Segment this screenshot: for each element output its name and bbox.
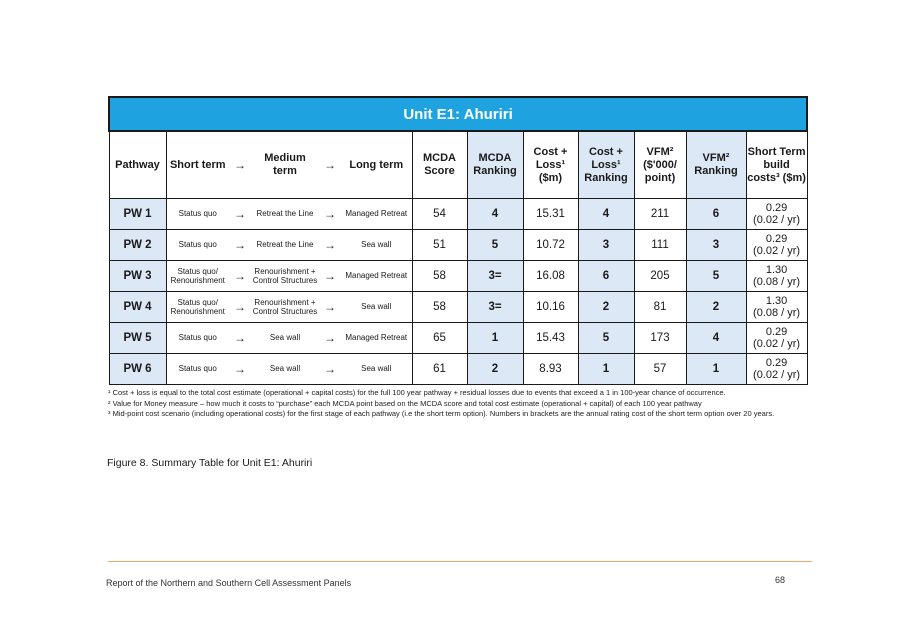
mcda-score-cell: 65 xyxy=(412,323,467,354)
build-cost-value: 0.29 xyxy=(765,233,788,245)
arrow-icon: → xyxy=(319,323,341,354)
mcda-ranking-cell: 3= xyxy=(467,261,523,292)
arrow-icon: → xyxy=(319,199,341,230)
cost-loss-ranking-cell: 2 xyxy=(578,292,634,323)
arrow-icon: → xyxy=(229,261,251,292)
footnote-2: ² Value for Money measure – how much it costs to “purchase” each MCDA point based on the MCDA score and total cost estimate (operational + capital) of each 100 year pathway xyxy=(108,398,702,408)
figure-caption: Figure 8. Summary Table for Unit E1: Ahuriri xyxy=(107,457,313,469)
arrow-icon: → xyxy=(229,230,251,261)
header-row xyxy=(109,131,807,199)
build-cost-annual: (0.02 / yr) xyxy=(753,214,801,226)
header-mcda-ranking: MCDA Ranking xyxy=(467,131,523,199)
short-term-build-cell xyxy=(746,199,807,230)
vfm-ranking-cell: 4 xyxy=(686,323,746,354)
build-cost-value: 1.30 xyxy=(765,295,788,307)
header-arrow-icon: → xyxy=(229,131,251,199)
summary-table xyxy=(108,96,808,385)
mcda-ranking-cell: 4 xyxy=(467,199,523,230)
cost-loss-cell: 16.08 xyxy=(523,261,578,292)
header-cost-loss-ranking: Cost + Loss¹ Ranking xyxy=(578,131,634,199)
pathway-cell: PW 2 xyxy=(109,230,166,261)
cost-loss-cell: 10.72 xyxy=(523,230,578,261)
vfm-cell: 205 xyxy=(634,261,686,292)
medium-term-cell: Renourishment + Control Structures xyxy=(251,292,319,323)
footer-report-title: Report of the Northern and Southern Cell Assessment Panels xyxy=(106,578,352,588)
header-medium-term: Medium term xyxy=(251,131,319,199)
header-pathway: Pathway xyxy=(109,131,166,199)
cost-loss-cell: 15.43 xyxy=(523,323,578,354)
long-term-cell: Managed Retreat xyxy=(341,323,412,354)
vfm-cell: 57 xyxy=(634,354,686,385)
short-term-cell: Status quo xyxy=(166,354,229,385)
vfm-ranking-cell: 5 xyxy=(686,261,746,292)
short-term-build-cell xyxy=(746,323,807,354)
short-term-cell: Status quo xyxy=(166,323,229,354)
mcda-score-cell: 61 xyxy=(412,354,467,385)
mcda-ranking-cell: 3= xyxy=(467,292,523,323)
vfm-cell: 173 xyxy=(634,323,686,354)
cost-loss-ranking-cell: 1 xyxy=(578,354,634,385)
short-term-build-cell xyxy=(746,261,807,292)
table-row xyxy=(109,292,807,323)
build-cost-annual: (0.08 / yr) xyxy=(753,307,801,319)
build-cost-annual: (0.02 / yr) xyxy=(753,369,801,381)
table-title: Unit E1: Ahuriri xyxy=(109,97,807,131)
short-term-cell: Status quo xyxy=(166,230,229,261)
cost-loss-cell: 10.16 xyxy=(523,292,578,323)
build-cost-value: 0.29 xyxy=(765,326,788,338)
pathway-cell: PW 3 xyxy=(109,261,166,292)
header-short-term-build: Short Term build costs³ ($m) xyxy=(746,131,807,199)
mcda-score-cell: 51 xyxy=(412,230,467,261)
mcda-score-cell: 54 xyxy=(412,199,467,230)
medium-term-cell: Sea wall xyxy=(251,354,319,385)
table-row xyxy=(109,199,807,230)
header-short-term: Short term xyxy=(166,131,229,199)
build-cost-value: 1.30 xyxy=(765,264,788,276)
cost-loss-ranking-cell: 4 xyxy=(578,199,634,230)
short-term-cell: Status quo xyxy=(166,199,229,230)
footer-divider xyxy=(108,561,812,562)
mcda-ranking-cell: 5 xyxy=(467,230,523,261)
arrow-icon: → xyxy=(319,292,341,323)
build-cost-annual: (0.02 / yr) xyxy=(753,338,801,350)
pathway-cell: PW 5 xyxy=(109,323,166,354)
table-row xyxy=(109,323,807,354)
short-term-cell: Status quo/ Renourishment xyxy=(166,261,229,292)
pathway-cell: PW 1 xyxy=(109,199,166,230)
vfm-cell: 81 xyxy=(634,292,686,323)
medium-term-cell: Retreat the Line xyxy=(251,199,319,230)
cost-loss-ranking-cell: 3 xyxy=(578,230,634,261)
header-mcda-score: MCDA Score xyxy=(412,131,467,199)
arrow-icon: → xyxy=(229,354,251,385)
short-term-cell: Status quo/ Renourishment xyxy=(166,292,229,323)
arrow-icon: → xyxy=(229,323,251,354)
header-vfm-ranking: VFM² Ranking xyxy=(686,131,746,199)
mcda-ranking-cell: 1 xyxy=(467,323,523,354)
mcda-score-cell: 58 xyxy=(412,261,467,292)
long-term-cell: Managed Retreat xyxy=(341,199,412,230)
long-term-cell: Sea wall xyxy=(341,292,412,323)
header-vfm: VFM² ($'000/ point) xyxy=(634,131,686,199)
arrow-icon: → xyxy=(319,261,341,292)
vfm-ranking-cell: 2 xyxy=(686,292,746,323)
pathway-cell: PW 6 xyxy=(109,354,166,385)
footnote-1: ¹ Cost + loss is equal to the total cost estimate (operational + capital costs) for the full 100 year pathway + residual losses due to events that exceed a 1 in 100-year chance of occurrence. xyxy=(108,388,726,397)
arrow-icon: → xyxy=(319,354,341,385)
table-row xyxy=(109,354,807,385)
pathway-cell: PW 4 xyxy=(109,292,166,323)
vfm-ranking-cell: 3 xyxy=(686,230,746,261)
long-term-cell: Sea wall xyxy=(341,230,412,261)
medium-term-cell: Sea wall xyxy=(251,323,319,354)
vfm-ranking-cell: 6 xyxy=(686,199,746,230)
short-term-build-cell xyxy=(746,292,807,323)
arrow-icon: → xyxy=(229,292,251,323)
short-term-build-cell xyxy=(746,230,807,261)
vfm-cell: 211 xyxy=(634,199,686,230)
header-cost-loss: Cost + Loss¹ ($m) xyxy=(523,131,578,199)
vfm-cell: 111 xyxy=(634,230,686,261)
cost-loss-cell: 15.31 xyxy=(523,199,578,230)
medium-term-cell: Renourishment + Control Structures xyxy=(251,261,319,292)
mcda-score-cell: 58 xyxy=(412,292,467,323)
summary-table-container xyxy=(108,96,806,385)
vfm-ranking-cell: 1 xyxy=(686,354,746,385)
cost-loss-ranking-cell: 5 xyxy=(578,323,634,354)
build-cost-annual: (0.02 / yr) xyxy=(753,245,801,257)
build-cost-annual: (0.08 / yr) xyxy=(753,276,801,288)
mcda-ranking-cell: 2 xyxy=(467,354,523,385)
build-cost-value: 0.29 xyxy=(765,202,788,214)
footnotes xyxy=(108,388,808,420)
footnote-3: ³ Mid-point cost scenario (including operational costs) for the first stage of each pathway (i.e the short term option). Numbers in brackets are the annual rating cost of the short term option over 20 years. xyxy=(108,409,775,418)
build-cost-value: 0.29 xyxy=(765,357,788,369)
arrow-icon: → xyxy=(229,199,251,230)
arrow-icon: → xyxy=(319,230,341,261)
table-row xyxy=(109,230,807,261)
table-row xyxy=(109,261,807,292)
cost-loss-cell: 8.93 xyxy=(523,354,578,385)
long-term-cell: Managed Retreat xyxy=(341,261,412,292)
medium-term-cell: Retreat the Line xyxy=(251,230,319,261)
page-number: 68 xyxy=(775,575,786,585)
short-term-build-cell xyxy=(746,354,807,385)
header-long-term: Long term xyxy=(341,131,412,199)
long-term-cell: Sea wall xyxy=(341,354,412,385)
header-arrow-icon: → xyxy=(319,131,341,199)
cost-loss-ranking-cell: 6 xyxy=(578,261,634,292)
